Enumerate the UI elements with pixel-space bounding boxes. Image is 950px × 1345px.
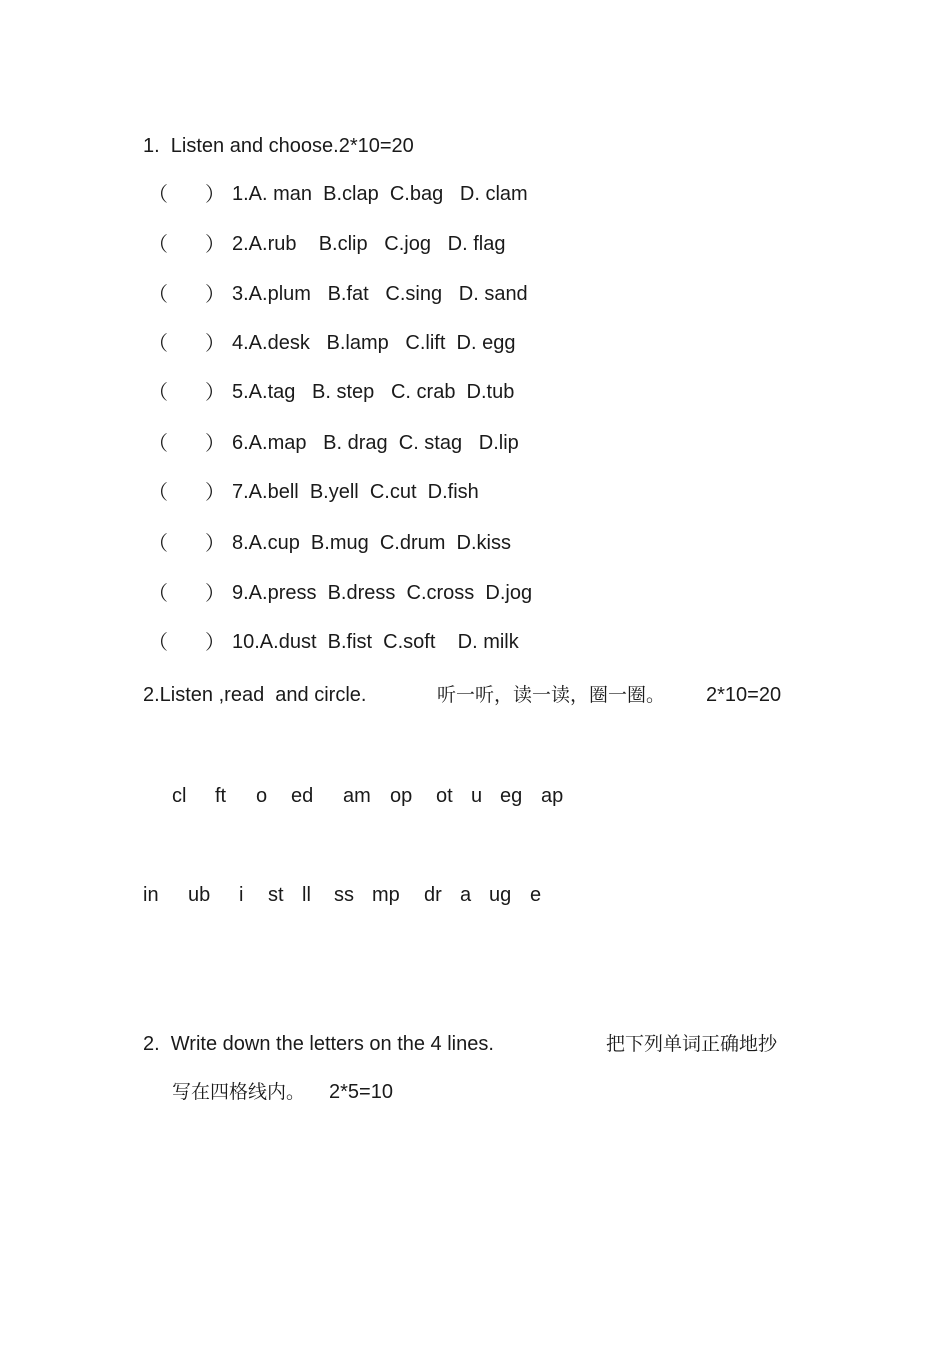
answer-paren-open: （ <box>148 431 168 455</box>
answer-paren-open: （ <box>148 581 168 605</box>
choice-text: 5.A.tag B. step C. crab D.tub <box>232 381 515 403</box>
letter-chunk: ub <box>188 884 211 906</box>
letter-chunk: dr <box>424 884 442 906</box>
answer-paren-open: （ <box>148 282 168 306</box>
section3-instruction-chinese: 写在四格线内。 <box>172 1081 306 1103</box>
letter-chunk: i <box>239 884 244 906</box>
answer-paren-close: ） <box>205 182 225 206</box>
choice-text: 9.A.press B.dress C.cross D.jog <box>232 582 533 604</box>
letter-chunk: mp <box>372 884 400 906</box>
answer-paren-open: （ <box>148 232 168 256</box>
answer-paren-open: （ <box>148 630 168 654</box>
answer-paren-open: （ <box>148 480 168 504</box>
letter-chunk: ft <box>215 785 227 807</box>
answer-paren-close: ） <box>205 431 225 455</box>
answer-paren-close: ） <box>205 331 225 355</box>
letter-chunk: am <box>343 785 371 807</box>
choice-text: 1.A. man B.clap C.bag D. clam <box>232 183 528 205</box>
choice-text: 7.A.bell B.yell C.cut D.fish <box>232 481 479 503</box>
section2-heading: 2.Listen ,read and circle. <box>143 684 367 706</box>
choice-text: 4.A.desk B.lamp C.lift D. egg <box>232 332 516 354</box>
answer-paren-close: ） <box>205 630 225 654</box>
letter-chunk: cl <box>172 785 187 807</box>
letter-chunk: o <box>256 785 268 807</box>
letter-chunk: ap <box>541 785 564 807</box>
choice-text: 10.A.dust B.fist C.soft D. milk <box>232 631 519 653</box>
letter-chunk: e <box>530 884 542 906</box>
letter-chunk: ug <box>489 884 512 906</box>
letter-chunk: ed <box>291 785 314 807</box>
section2-heading-chinese: 听一听，读一读，圈一圈。 <box>437 684 666 706</box>
answer-paren-close: ） <box>205 282 225 306</box>
section3-heading-chinese: 把下列单词正确地抄 <box>606 1033 778 1055</box>
letter-chunk: ss <box>334 884 354 906</box>
answer-paren-close: ） <box>205 480 225 504</box>
answer-paren-close: ） <box>205 232 225 256</box>
answer-paren-close: ） <box>205 581 225 605</box>
section3-heading: 2. Write down the letters on the 4 lines. <box>143 1033 494 1055</box>
answer-paren-open: （ <box>148 182 168 206</box>
choice-text: 2.A.rub B.clip C.jog D. flag <box>232 233 506 255</box>
answer-paren-open: （ <box>148 331 168 355</box>
section3-score: 2*5=10 <box>329 1081 393 1103</box>
answer-paren-close: ） <box>205 380 225 404</box>
section2-score: 2*10=20 <box>706 684 782 706</box>
letter-chunk: st <box>268 884 284 906</box>
letter-chunk: u <box>471 785 483 807</box>
answer-paren-close: ） <box>205 531 225 555</box>
choice-text: 3.A.plum B.fat C.sing D. sand <box>232 283 528 305</box>
choice-text: 6.A.map B. drag C. stag D.lip <box>232 432 519 454</box>
letter-chunk: op <box>390 785 413 807</box>
letter-chunk: ll <box>302 884 311 906</box>
letter-chunk: a <box>460 884 472 906</box>
section1-heading: 1. Listen and choose.2*10=20 <box>143 135 414 157</box>
letter-chunk: ot <box>436 785 453 807</box>
choice-text: 8.A.cup B.mug C.drum D.kiss <box>232 532 511 554</box>
answer-paren-open: （ <box>148 380 168 404</box>
letter-chunk: eg <box>500 785 523 807</box>
answer-paren-open: （ <box>148 531 168 555</box>
letter-chunk: in <box>143 884 159 906</box>
